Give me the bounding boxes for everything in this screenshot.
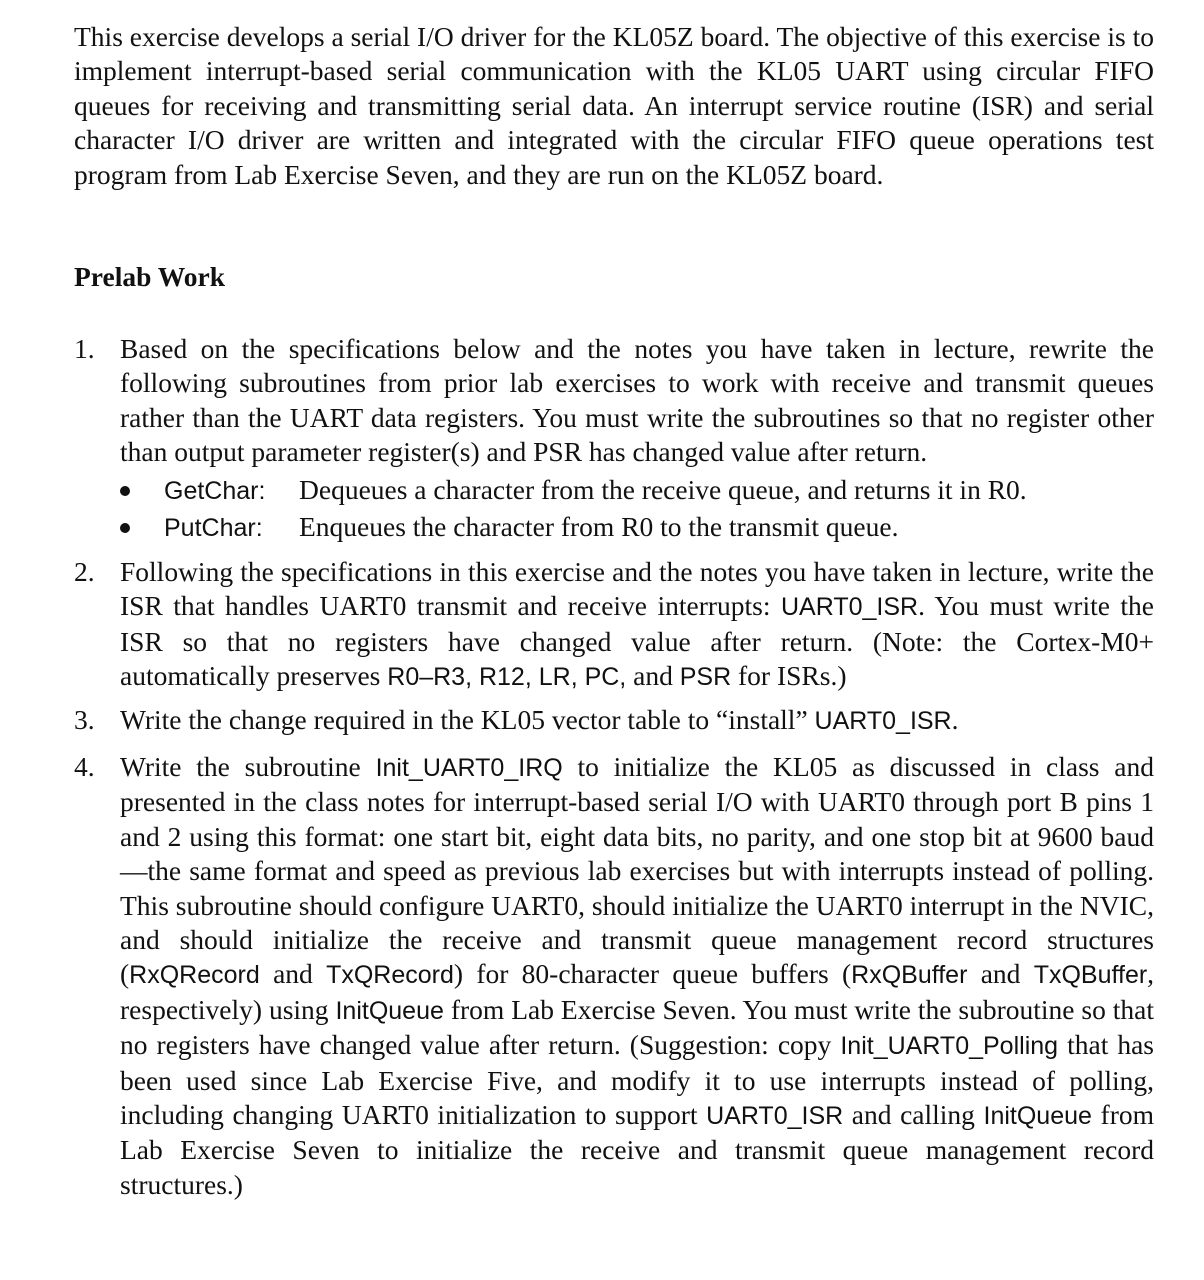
list-item-4 xyxy=(74,750,1154,1202)
subroutine-bullets xyxy=(120,472,1154,546)
list-item-3 xyxy=(74,703,1154,738)
list-item-2 xyxy=(74,555,1154,695)
code-term: InitQueue xyxy=(335,996,444,1025)
text-run: and xyxy=(980,958,1021,990)
code-term: R0–R3, R12, LR, PC, xyxy=(387,663,627,692)
bullet-dot-icon xyxy=(120,523,130,533)
text-run: from Lab Exercise Seven to initialize the receive and transmit queue management record structures.) xyxy=(120,1099,1154,1200)
text-run: from Lab Exercise Seven. You must write the subroutine so that no registers have changed value after return. (Suggestion: copy xyxy=(120,993,1155,1061)
list-item-1 xyxy=(74,332,1154,546)
text-run: and xyxy=(633,660,673,692)
code-term: UART0_ISR xyxy=(706,1102,844,1131)
text-run: . You must write the ISR so that no registers have changed value after return. (Note: the Cortex-M0+ automatically preserves xyxy=(120,590,1154,692)
section-heading: Prelab Work xyxy=(74,261,226,292)
text-run: Write the change required in the KL05 vector table to “install” xyxy=(120,704,808,735)
item-number: 1. xyxy=(74,333,95,364)
code-term: TxQBuffer xyxy=(1033,961,1148,990)
item-4-text xyxy=(120,750,1154,1202)
code-term: Init_UART0_IRQ xyxy=(375,754,563,782)
item-2-text xyxy=(120,555,1154,695)
code-term: UART0_ISR xyxy=(814,707,952,735)
code-term: TxQRecord xyxy=(326,961,454,990)
code-term: PSR xyxy=(679,663,732,692)
bullet-label: GetChar: xyxy=(164,476,266,505)
code-term: RxQBuffer xyxy=(851,961,968,990)
bullet-text: Dequeues a character from the receive queue, and returns it in R0. xyxy=(299,473,1027,505)
item-3-text xyxy=(120,703,1154,738)
text-run: and xyxy=(273,958,313,990)
text-run: for ISRs.) xyxy=(738,660,847,692)
code-term: UART0_ISR xyxy=(780,593,919,622)
text-run: Following the specifications in this exercise and the notes you have taken in lecture, write the ISR that handles UART0 transmit and receive interrupts: xyxy=(120,556,1154,622)
bullet-getchar xyxy=(120,472,1154,509)
item-1-text: Based on the specifications below and the notes you have taken in lecture, rewrite the following subroutines from prior lab exercises to work with receive and transmit queues rather than the UART data registers. You must write the subroutines so that no register other than output parameter register(s) and PSR has changed value after return. xyxy=(120,333,1154,468)
bullet-putchar xyxy=(120,509,1154,546)
bullet-text: Enqueues the character from R0 to the transmit queue. xyxy=(299,510,899,542)
text-run: that has been used since Lab Exercise Five, and modify it to use interrupts instead of polling, including changing UART0 initialization to support xyxy=(120,1029,1155,1131)
bullet-dot-icon xyxy=(120,486,130,496)
text-run: Write the subroutine xyxy=(120,751,361,782)
code-term: Init_UART0_Polling xyxy=(840,1032,1059,1061)
text-run: , respectively) using xyxy=(120,958,1155,1025)
text-run: ) for 80-character queue buffers ( xyxy=(453,958,852,990)
text-run: . xyxy=(951,704,959,735)
intro-paragraph: This exercise develops a serial I/O driver for the KL05Z board. The objective of this exercise is to implement interrupt-based serial communication with the KL05 UART using circular FIFO queues for receiving and transmitting serial data. An interrupt service routine (ISR) and serial character I/O driver are written and integrated with the circular FIFO queue operations test program from Lab Exercise Seven, and they are run on the KL05Z board. xyxy=(74,21,1154,190)
bullet-label: PutChar: xyxy=(164,513,263,542)
item-number: 2. xyxy=(74,556,95,587)
text-run: to initialize the KL05 as discussed in class and presented in the class notes for interrupt-based serial I/O with UART0 through port B pins 1 and 2 using this format: one start bit, eight data bits, no parity, and one stop bit at 9600 baud—the same format and speed as previous lab exercises but with interrupts instead of polling. This subroutine should configure UART0, should initialize the UART0 interrupt in the NVIC, and should initialize the receive and transmit queue management record structures ( xyxy=(120,751,1155,990)
code-term: InitQueue xyxy=(983,1102,1092,1131)
code-term: RxQRecord xyxy=(129,961,260,990)
item-number: 4. xyxy=(74,751,95,782)
item-number: 3. xyxy=(74,704,95,735)
text-run: and calling xyxy=(851,1099,975,1131)
